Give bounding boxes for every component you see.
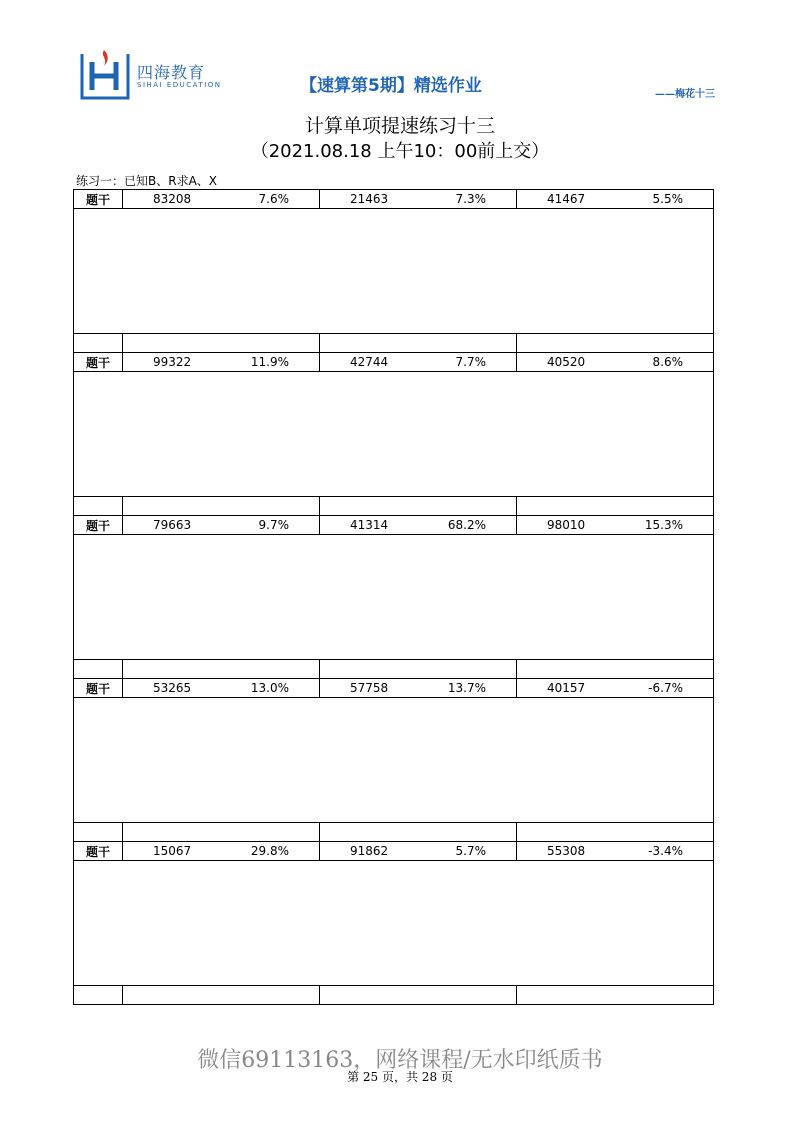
exercise-table (73, 189, 714, 1005)
logo-text: 四海教育 (137, 63, 206, 82)
problem-cell (123, 516, 320, 535)
answer-cell[interactable] (123, 334, 320, 353)
problem-rate: -3.4% (648, 844, 683, 858)
page-number: 第 25 页，共 28 页 (347, 1070, 453, 1084)
problem-cell (123, 353, 320, 372)
work-area-row (74, 209, 714, 334)
problem-rate: -6.7% (648, 681, 683, 695)
answer-row (74, 823, 714, 842)
problem-value: 98010 (547, 518, 586, 532)
problem-row (74, 190, 714, 209)
problem-value: 53265 (153, 681, 192, 695)
problem-row (74, 353, 714, 372)
problem-value: 91862 (350, 844, 389, 858)
answer-cell[interactable] (517, 986, 714, 1005)
problem-cell (320, 679, 517, 698)
row-label: 题干 (74, 679, 123, 698)
problem-value: 57758 (350, 681, 389, 695)
problem-cell (517, 679, 714, 698)
answer-cell[interactable] (517, 497, 714, 516)
problem-rate: 11.9% (250, 355, 289, 369)
page-title: 计算单项提速练习十三 (304, 115, 495, 137)
exercise-label: 练习一：已知B、R求A、X (76, 174, 218, 188)
answer-row (74, 660, 714, 679)
problem-rate: 68.2% (447, 518, 486, 532)
header-title: 【速算第5期】精选作业 (300, 76, 482, 96)
problem-row (74, 679, 714, 698)
problem-rate: 13.0% (250, 681, 289, 695)
answer-cell[interactable] (517, 660, 714, 679)
answer-row (74, 986, 714, 1005)
problem-cell (517, 842, 714, 861)
problem-cell (517, 353, 714, 372)
problem-value: 42744 (350, 355, 389, 369)
work-area[interactable] (74, 698, 714, 823)
work-area-row (74, 861, 714, 986)
problem-rate: 7.6% (258, 192, 289, 206)
problem-value: 40157 (547, 681, 586, 695)
problem-value: 40520 (547, 355, 586, 369)
problem-cell (123, 679, 320, 698)
answer-cell[interactable] (74, 986, 123, 1005)
row-label: 题干 (74, 516, 123, 535)
work-area[interactable] (74, 861, 714, 986)
problem-cell (320, 516, 517, 535)
answer-cell[interactable] (74, 823, 123, 842)
work-area-row (74, 372, 714, 497)
problem-value: 99322 (153, 355, 192, 369)
problem-rate: 15.3% (644, 518, 683, 532)
problem-rate: 7.3% (455, 192, 486, 206)
watermark: 微信69113163，网络课程/无水印纸质书 (197, 1048, 603, 1073)
work-area-row (74, 535, 714, 660)
problem-cell (320, 842, 517, 861)
work-area[interactable] (74, 372, 714, 497)
problem-rate: 13.7% (447, 681, 486, 695)
problem-value: 83208 (153, 192, 192, 206)
answer-cell[interactable] (74, 334, 123, 353)
problem-value: 21463 (350, 192, 389, 206)
answer-cell[interactable] (320, 823, 517, 842)
row-label: 题干 (74, 353, 123, 372)
problem-value: 41314 (350, 518, 389, 532)
problem-rate: 9.7% (258, 518, 289, 532)
problem-cell (517, 516, 714, 535)
work-area[interactable] (74, 535, 714, 660)
work-area-row (74, 698, 714, 823)
problem-rate: 7.7% (455, 355, 486, 369)
answer-cell[interactable] (123, 986, 320, 1005)
page-subtitle: （2021.08.18 上午10：00前上交） (250, 141, 550, 162)
work-area[interactable] (74, 209, 714, 334)
answer-cell[interactable] (517, 334, 714, 353)
answer-cell[interactable] (320, 334, 517, 353)
answer-cell[interactable] (320, 986, 517, 1005)
problem-value: 41467 (547, 192, 586, 206)
problem-rate: 5.7% (455, 844, 486, 858)
answer-row (74, 334, 714, 353)
problem-rate: 29.8% (250, 844, 289, 858)
problem-cell (320, 190, 517, 209)
problem-cell (123, 842, 320, 861)
problem-cell (517, 190, 714, 209)
row-label: 题干 (74, 842, 123, 861)
header-author: ——梅花十三 (655, 89, 715, 100)
problem-value: 79663 (153, 518, 192, 532)
answer-cell[interactable] (123, 660, 320, 679)
answer-cell[interactable] (74, 497, 123, 516)
answer-cell[interactable] (320, 660, 517, 679)
logo-subtext: SIHAI EDUCATION (137, 81, 222, 89)
problem-row (74, 842, 714, 861)
answer-cell[interactable] (320, 497, 517, 516)
problem-rate: 8.6% (652, 355, 683, 369)
answer-cell[interactable] (123, 823, 320, 842)
answer-row (74, 497, 714, 516)
problem-rate: 5.5% (652, 192, 683, 206)
problem-row (74, 516, 714, 535)
problem-value: 15067 (153, 844, 192, 858)
problem-value: 55308 (547, 844, 586, 858)
row-label: 题干 (74, 190, 123, 209)
problem-cell (123, 190, 320, 209)
problem-cell (320, 353, 517, 372)
answer-cell[interactable] (123, 497, 320, 516)
answer-cell[interactable] (74, 660, 123, 679)
answer-cell[interactable] (517, 823, 714, 842)
